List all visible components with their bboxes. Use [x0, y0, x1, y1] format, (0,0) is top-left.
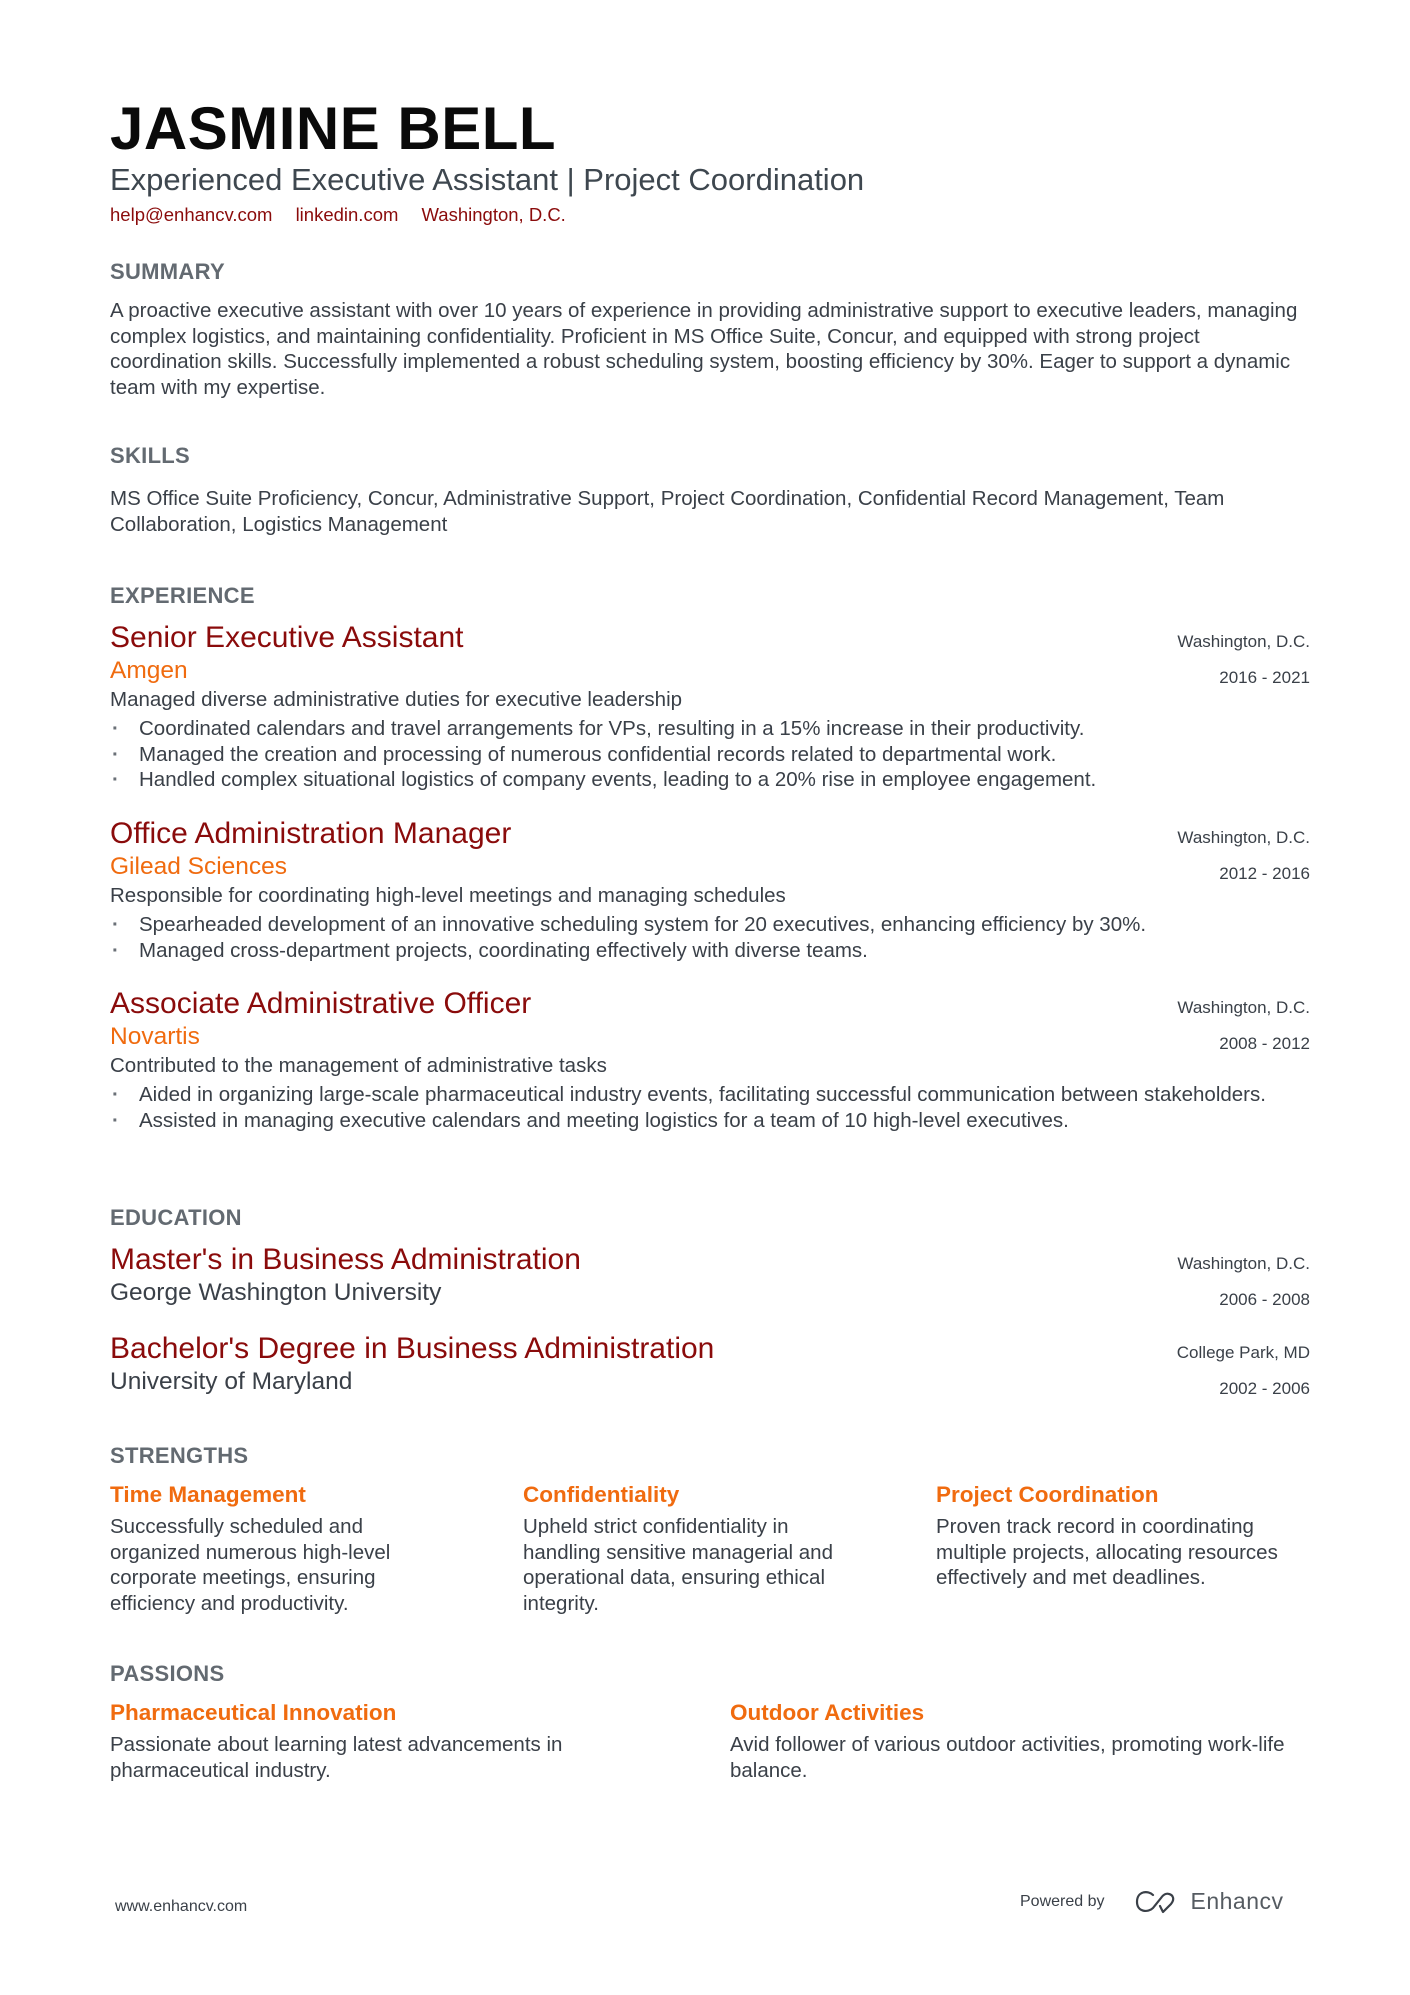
experience-entry — [110, 620, 1310, 793]
candidate-name: JASMINE BELL — [110, 95, 557, 162]
passion-text: Avid follower of various outdoor activities, promoting work-life balance. — [730, 1733, 1285, 1782]
strength-title: Time Management — [110, 1482, 306, 1507]
job-title: Office Administration Manager — [110, 817, 512, 850]
job-location: Washington, D.C. — [1177, 632, 1310, 651]
strength-title: Project Coordination — [936, 1482, 1159, 1507]
passions-heading: PASSIONS — [110, 1661, 225, 1686]
job-bullet: · Spearheaded development of an innovative scheduling system for 20 executives, enhancing efficiency by 30%. — [110, 912, 1310, 938]
skills-text: MS Office Suite Proficiency, Concur, Administrative Support, Project Coordination, Confidential Record Management, Team Collaboration, Logistics Management — [110, 487, 1225, 536]
enhancv-logo-icon — [1133, 1889, 1179, 1915]
contact-location: Washington, D.C. — [421, 204, 566, 225]
contact-linkedin[interactable]: linkedin.com — [295, 204, 399, 225]
strengths-heading: STRENGTHS — [110, 1443, 249, 1468]
contact-email[interactable]: help@enhancv.com — [110, 204, 273, 225]
experience-entry — [110, 986, 1310, 1133]
experience-heading: EXPERIENCE — [110, 583, 255, 608]
job-bullets — [110, 716, 1310, 793]
education-dates: 2002 - 2006 — [1219, 1379, 1310, 1398]
job-meta — [1177, 624, 1310, 696]
education-location: College Park, MD — [1176, 1343, 1310, 1362]
job-location: Washington, D.C. — [1177, 828, 1310, 847]
job-location: Washington, D.C. — [1177, 998, 1310, 1017]
skills-heading: SKILLS — [110, 443, 191, 468]
strength-text: Upheld strict confidentiality in handling sensitive managerial and operational data, ensuring ethical integrity. — [523, 1515, 833, 1615]
summary-heading: SUMMARY — [110, 259, 225, 284]
job-bullets — [110, 1082, 1270, 1133]
job-dates: 2016 - 2021 — [1219, 668, 1310, 687]
company-name: Novartis — [110, 1023, 200, 1050]
strength-item — [110, 1480, 440, 1616]
footer-website-link[interactable]: www.enhancv.com — [115, 1898, 248, 1915]
job-bullet: · Handled complex situational logistics of company events, leading to a 20% rise in employee engagement. — [110, 767, 1310, 793]
job-bullet: · Managed cross-department projects, coordinating effectively with diverse teams. — [110, 938, 1310, 964]
job-description: Responsible for coordinating high-level meetings and managing schedules — [110, 884, 786, 907]
job-bullet: · Coordinated calendars and travel arrangements for VPs, resulting in a 15% increase in their productivity. — [110, 716, 1310, 742]
degree-title: Master's in Business Administration — [110, 1243, 581, 1276]
job-description: Contributed to the management of administrative tasks — [110, 1054, 607, 1077]
job-bullets — [110, 912, 1310, 963]
job-title: Associate Administrative Officer — [110, 987, 532, 1020]
strength-text: Proven track record in coordinating multiple projects, allocating resources effectively and met deadlines. — [936, 1515, 1278, 1590]
education-meta — [1177, 1246, 1310, 1318]
job-dates: 2012 - 2016 — [1219, 864, 1310, 883]
job-meta — [1177, 820, 1310, 892]
education-entry — [110, 1242, 1310, 1308]
powered-by-label: Powered by — [1020, 1892, 1105, 1910]
job-bullet: · Managed the creation and processing of numerous confidential records related to departmental work. — [110, 742, 1310, 768]
passion-title: Pharmaceutical Innovation — [110, 1700, 397, 1725]
job-dates: 2008 - 2012 — [1219, 1034, 1310, 1053]
education-heading: EDUCATION — [110, 1205, 242, 1230]
strength-item — [936, 1480, 1306, 1591]
school-name: George Washington University — [110, 1279, 442, 1306]
enhancv-brand: Enhancv — [1190, 1888, 1284, 1914]
education-meta — [1177, 1335, 1310, 1407]
experience-entry — [110, 816, 1310, 963]
passion-title: Outdoor Activities — [730, 1700, 925, 1725]
contact-info — [110, 203, 584, 227]
company-name: Gilead Sciences — [110, 853, 288, 880]
education-location: Washington, D.C. — [1177, 1254, 1310, 1273]
degree-title: Bachelor's Degree in Business Administration — [110, 1332, 715, 1365]
strength-text: Successfully scheduled and organized numerous high-level corporate meetings, ensuring efficiency and productivity. — [110, 1515, 391, 1615]
education-entry — [110, 1331, 1310, 1397]
candidate-headline: Experienced Executive Assistant | Project Coordination — [110, 162, 865, 197]
passion-item — [730, 1698, 1290, 1783]
strength-title: Confidentiality — [523, 1482, 680, 1507]
strength-item — [523, 1480, 868, 1616]
company-name: Amgen — [110, 657, 188, 684]
passion-item — [110, 1698, 650, 1783]
job-meta — [1177, 990, 1310, 1062]
school-name: University of Maryland — [110, 1368, 353, 1395]
job-title: Senior Executive Assistant — [110, 621, 464, 654]
powered-by-badge[interactable] — [1020, 1888, 1284, 1915]
passion-text: Passionate about learning latest advancements in pharmaceutical industry. — [110, 1733, 563, 1782]
job-bullet: · Assisted in managing executive calendars and meeting logistics for a team of 10 high-level executives. — [110, 1108, 1270, 1134]
education-dates: 2006 - 2008 — [1219, 1290, 1310, 1309]
summary-text: A proactive executive assistant with over 10 years of experience in providing administrative support to executive leaders, managing complex logistics, and maintaining confidentiality. Proficient in MS Office Suite, Concur, and equipped with strong project coordination skills. Successfully implemented a robust scheduling system, boosting efficiency by 30%. Eager to support a dynamic team with my expertise. — [110, 299, 1298, 399]
job-description: Managed diverse administrative duties for executive leadership — [110, 688, 683, 711]
job-bullet: · Aided in organizing large-scale pharmaceutical industry events, facilitating successful communication between stakeholders. — [110, 1082, 1270, 1108]
